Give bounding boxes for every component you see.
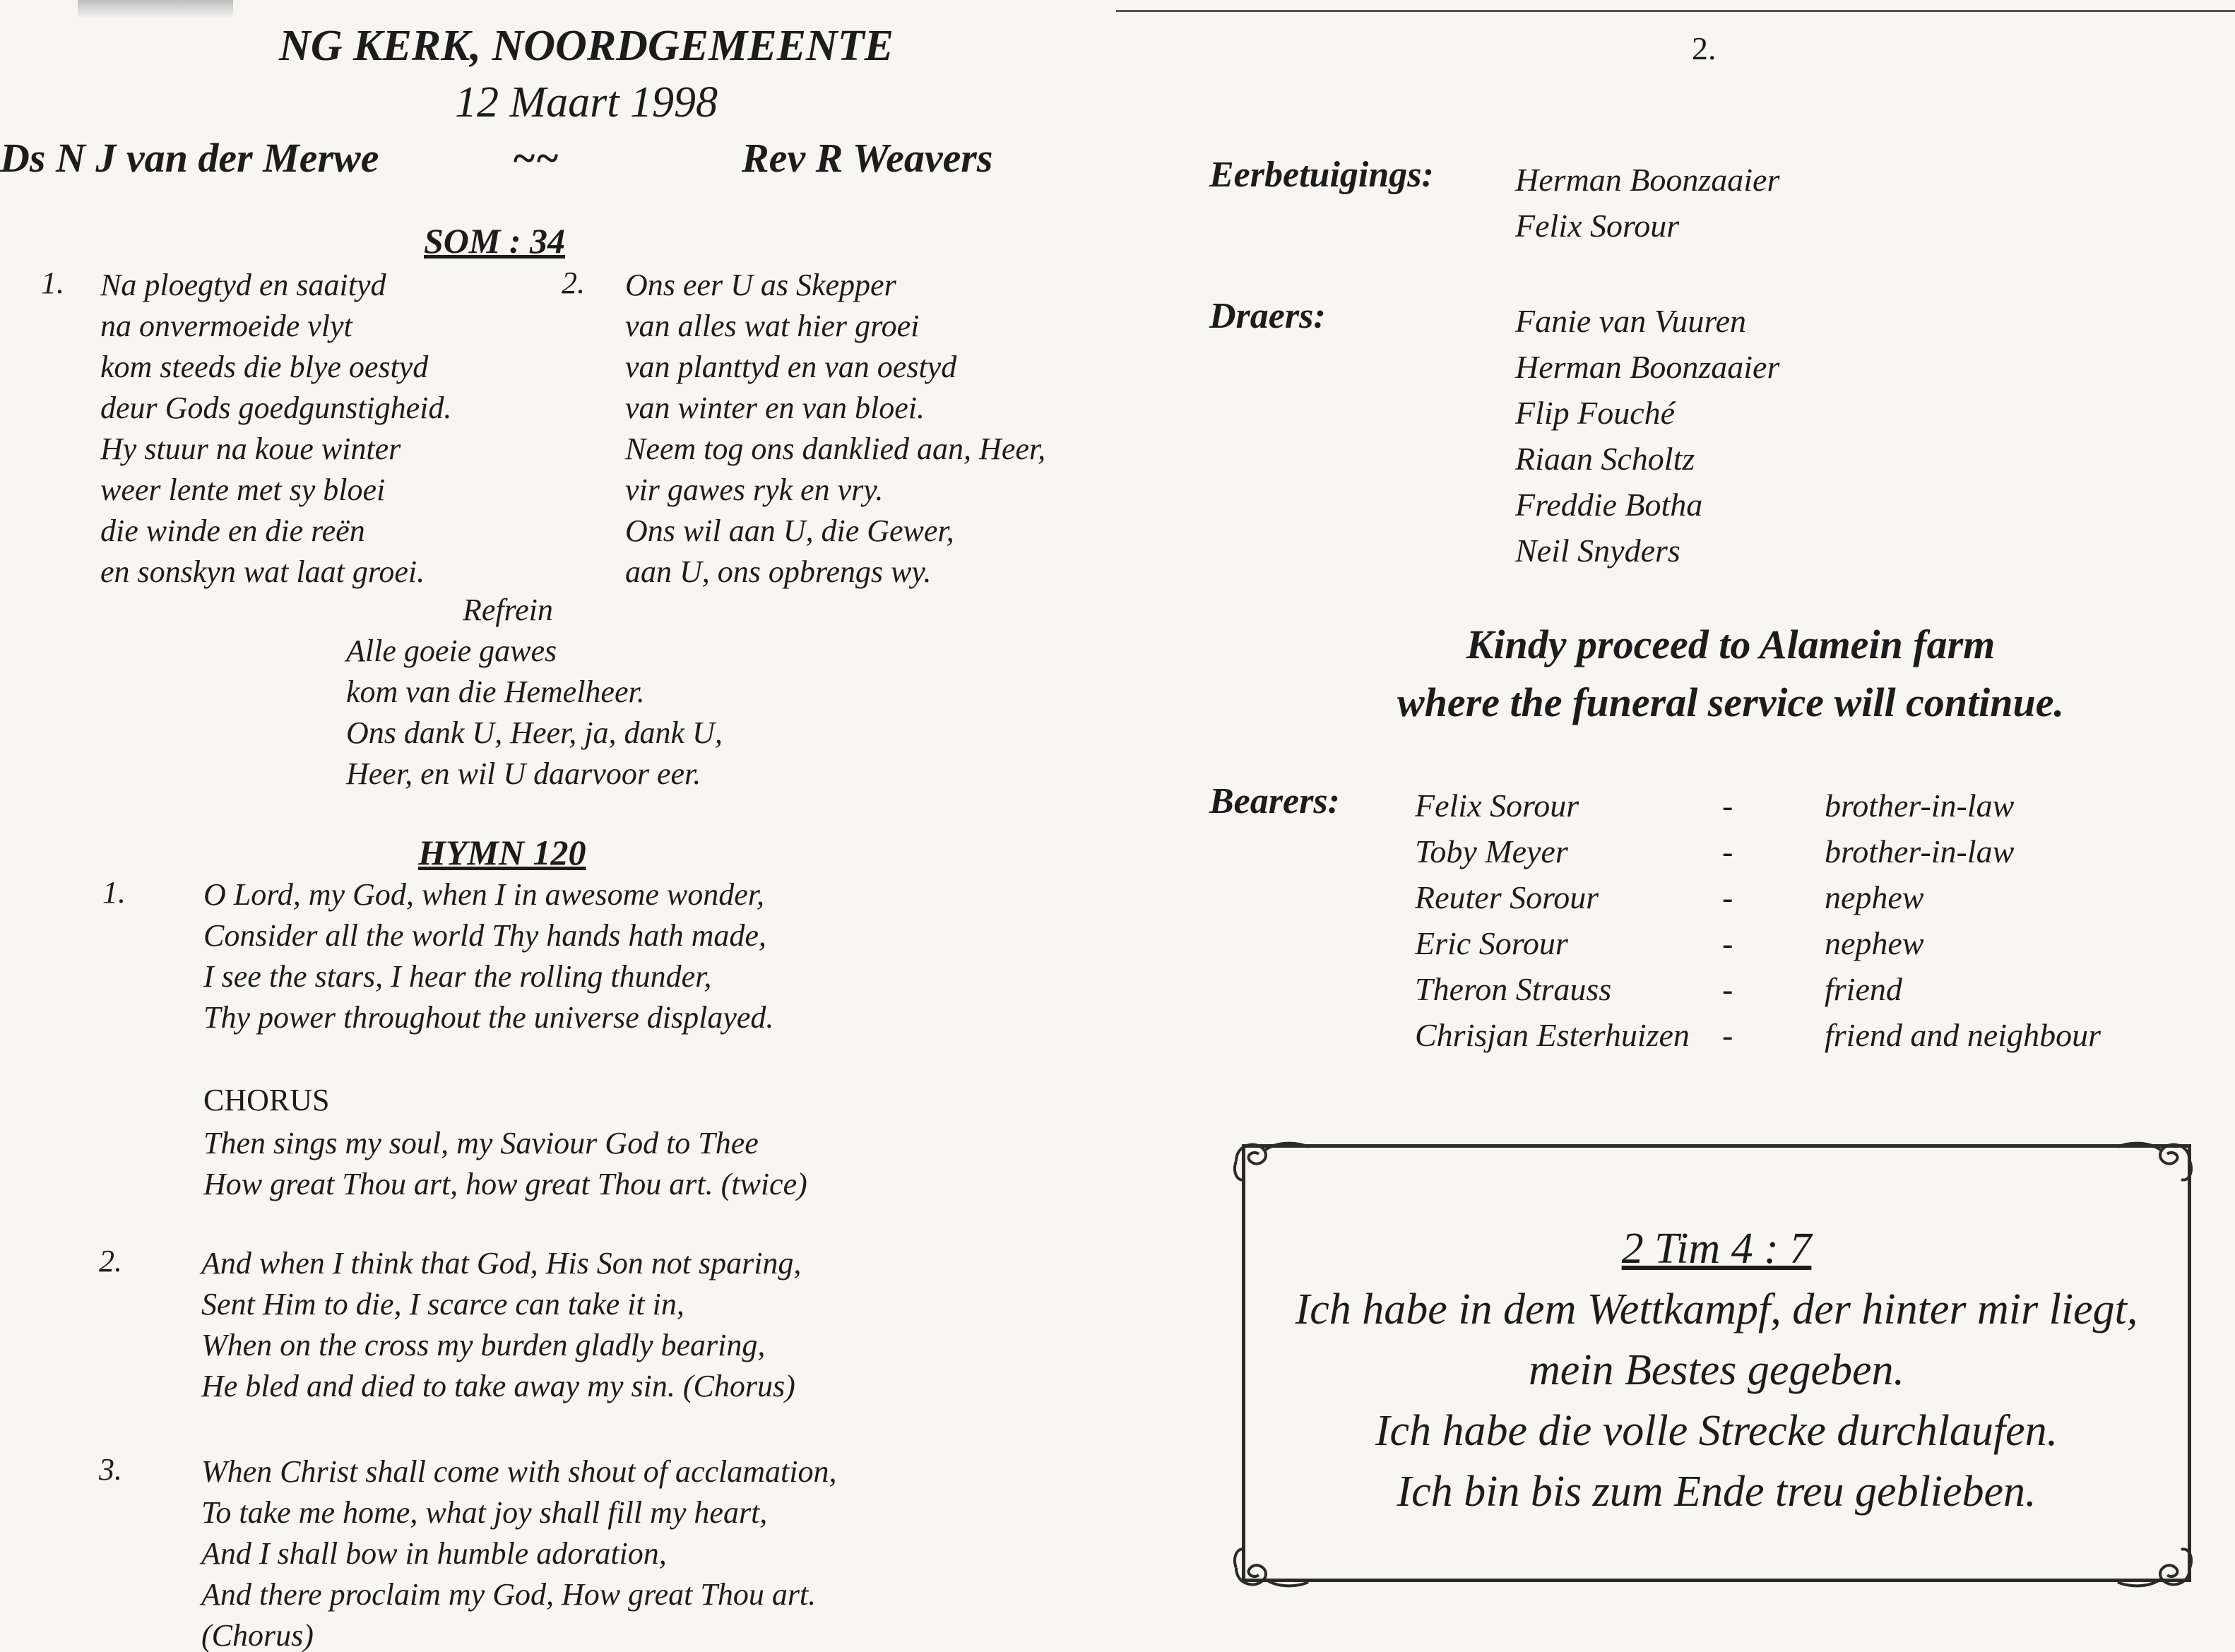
verse-line: deur Gods goedgunstigheid. (100, 391, 452, 425)
tribute-name: Felix Sorour (1515, 208, 1680, 244)
bearer-dash: - (1722, 971, 1733, 1007)
hymn-verse2-number: 2. (99, 1244, 122, 1278)
minister-separator: ~~ (512, 135, 559, 181)
psalm-verse1 (100, 265, 451, 593)
bearer-dash: - (1722, 788, 1733, 824)
scripture-line: mein Bestes gegeben. (1529, 1346, 1904, 1394)
minister-2: Rev R Weavers (742, 135, 993, 181)
pallbearer-name: Neil Snyders (1515, 533, 1680, 569)
verse-line: weer lente met sy bloei (100, 473, 386, 507)
chorus-label: CHORUS (203, 1083, 330, 1117)
verse-line: Ons wil aan U, die Gewer, (625, 513, 954, 548)
flourish-ornament-icon (1229, 1540, 1314, 1596)
verse-line: Ons eer U as Skepper (625, 268, 896, 302)
bearer-name: Theron Strauss (1415, 971, 1612, 1007)
hymn-verse1 (203, 874, 773, 1038)
verse-line: van planttyd en van oestyd (625, 350, 957, 384)
flourish-ornament-icon (1229, 1133, 1314, 1189)
verse-line: Alle goeie gawes (346, 634, 557, 668)
bearer-relation: brother-in-law (1825, 788, 2015, 824)
verse-line: aan U, ons opbrengs wy. (625, 554, 932, 589)
psalm-verse1-number: 1. (41, 266, 64, 300)
bearer-relation: friend (1825, 971, 1902, 1007)
flourish-ornament-icon (2112, 1540, 2197, 1596)
minister-1: Ds N J van der Merwe (0, 135, 379, 181)
bearer-relation: nephew (1825, 925, 1924, 961)
verse-line: He bled and died to take away my sin. (Chorus) (201, 1369, 795, 1403)
verse-line: Thy power throughout the universe displayed. (203, 1000, 774, 1035)
verse-line: van winter en van bloei. (625, 391, 925, 425)
scripture-line: Ich habe die volle Strecke durchlaufen. (1375, 1407, 2058, 1455)
verse-line: Then sings my soul, my Saviour God to Thee (203, 1126, 759, 1160)
hymn-verse3 (201, 1451, 837, 1652)
pallbearer-name: Freddie Botha (1515, 487, 1703, 523)
bearer-name: Toby Meyer (1415, 833, 1568, 869)
pallbearers-label: Draers: (1209, 296, 1326, 336)
continuation-notice (1271, 616, 2190, 732)
pallbearer-name: Riaan Scholtz (1515, 441, 1695, 477)
verse-line: And there proclaim my God, How great Thou art. (201, 1577, 817, 1612)
verse-line: Neem tog ons danklied aan, Heer, (625, 432, 1046, 466)
church-title: NG KERK, NOORDGEMEENTE (279, 22, 894, 70)
service-date: 12 Maart 1998 (455, 78, 718, 126)
bearer-dash: - (1722, 1017, 1733, 1053)
bearers-names (1415, 783, 1690, 1058)
refrain-label: Refrein (463, 593, 553, 627)
verse-line: na onvermoeide vlyt (100, 309, 352, 343)
verse-line: When Christ shall come with shout of acclamation, (201, 1454, 837, 1489)
scripture-reference: 2 Tim 4 : 7 (1621, 1225, 1812, 1273)
bearers-relations (1825, 783, 2101, 1058)
scripture-frame (1242, 1144, 2191, 1582)
verse-line: And when I think that God, His Son not sparing, (201, 1246, 802, 1280)
page-top-rule (1116, 10, 2235, 12)
page-number: 2. (1692, 30, 1717, 66)
verse-line: kom steeds die blye oestyd (100, 350, 429, 384)
psalm-verse2 (625, 265, 1045, 593)
bearer-relation: nephew (1825, 879, 1924, 915)
verse-line: How great Thou art, how great Thou art. (twice) (203, 1167, 807, 1201)
psalm-refrain (346, 631, 723, 795)
verse-line: Consider all the world Thy hands hath made, (203, 918, 766, 953)
bearer-dash: - (1722, 833, 1733, 869)
scan-smudge (78, 0, 233, 18)
bearers-label: Bearers: (1209, 781, 1340, 821)
hymn-title: HYMN 120 (418, 833, 586, 872)
notice-line: Kindy proceed to Alamein farm (1466, 622, 1996, 667)
bearer-dash: - (1722, 879, 1733, 915)
bearer-name: Reuter Sorour (1415, 879, 1599, 915)
tributes-list (1515, 157, 1779, 249)
bearer-dash: - (1722, 925, 1733, 961)
verse-line: Heer, en wil U daarvoor eer. (346, 756, 701, 791)
scripture-block (1245, 1218, 2188, 1522)
verse-line: O Lord, my God, when I in awesome wonder, (203, 877, 764, 912)
verse-line: van alles wat hier groei (625, 309, 920, 343)
flourish-ornament-icon (2112, 1133, 2197, 1189)
bearer-relation: friend and neighbour (1825, 1017, 2101, 1053)
bearers-dashes (1722, 783, 1733, 1058)
verse-line: I see the stars, I hear the rolling thunder, (203, 959, 712, 994)
bearer-relation: brother-in-law (1825, 833, 2015, 869)
verse-line: Hy stuur na koue winter (100, 432, 401, 466)
bearer-name: Chrisjan Esterhuizen (1415, 1017, 1690, 1053)
bearer-name: Eric Sorour (1415, 925, 1568, 961)
pallbearer-name: Flip Fouché (1515, 395, 1676, 431)
psalm-title: SOM : 34 (424, 221, 566, 261)
verse-line: die winde en die reën (100, 513, 365, 548)
hymn-verse1-number: 1. (102, 875, 126, 910)
verse-line: Na ploegtyd en saaityd (100, 268, 386, 302)
scripture-line: Ich bin bis zum Ende treu geblieben. (1397, 1468, 2037, 1516)
pallbearers-list (1515, 298, 1779, 574)
bearer-name: Felix Sorour (1415, 788, 1579, 824)
verse-line: And I shall bow in humble adoration, (201, 1536, 667, 1571)
verse-line: Sent Him to die, I scarce can take it in, (201, 1287, 684, 1321)
verse-line: To take me home, what joy shall fill my heart, (201, 1495, 768, 1530)
verse-line: vir gawes ryk en vry. (625, 473, 884, 507)
verse-line: Ons dank U, Heer, ja, dank U, (346, 715, 723, 750)
tribute-name: Herman Boonzaaier (1515, 162, 1780, 198)
pallbearer-name: Herman Boonzaaier (1515, 349, 1780, 385)
pallbearer-name: Fanie van Vuuren (1515, 303, 1747, 339)
verse-line: en sonskyn wat laat groei. (100, 554, 425, 589)
hymn-chorus (203, 1123, 807, 1205)
hymn-verse2 (201, 1243, 801, 1407)
notice-line: where the funeral service will continue. (1397, 679, 2065, 725)
verse-line: (Chorus) (201, 1618, 314, 1652)
verse-line: kom van die Hemelheer. (346, 675, 645, 709)
psalm-verse2-number: 2. (562, 266, 585, 300)
tributes-label: Eerbetuigings: (1209, 155, 1434, 195)
hymn-verse3-number: 3. (99, 1452, 122, 1487)
verse-line: When on the cross my burden gladly bearing, (201, 1328, 766, 1362)
scripture-line: Ich habe in dem Wettkampf, der hinter mir liegt, (1295, 1285, 2138, 1333)
